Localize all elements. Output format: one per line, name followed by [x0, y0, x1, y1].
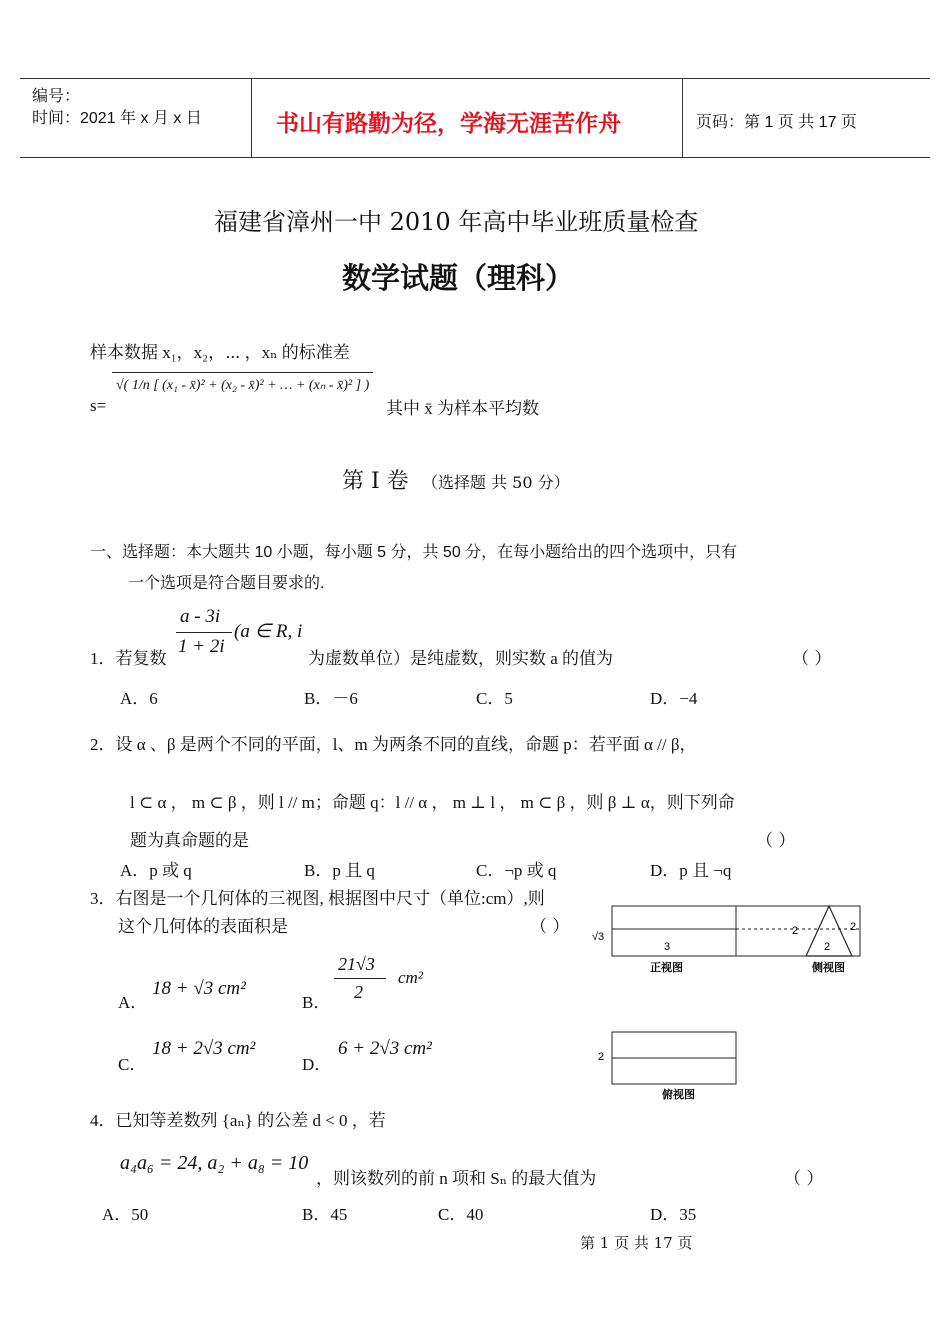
footer-page-number: 第 1 页 共 17 页 — [580, 1234, 693, 1252]
q3-option-c-value: 18 + 2√3 cm² — [152, 1038, 256, 1059]
time-label: 时间：2021 年 x 月 x 日 — [32, 110, 202, 127]
q1-domain: (a ∈ R, i — [234, 621, 303, 642]
q2-line1: 2．设 α 、β 是两个不同的平面，l、m 为两条不同的直线，命题 p：若平面 α // β， — [90, 735, 697, 754]
q3-line1: 3．右图是一个几何体的三视图, 根据图中尺寸（单位:cm）,则 — [90, 889, 545, 908]
q2-option-d: D．p 且 ¬q — [650, 861, 732, 880]
q3-option-c-label: C． — [118, 1055, 147, 1074]
instructions-line1: 一、选择题：本大题共 10 小题，每小题 5 分，共 50 分，在每小题给出的四个选项中，只有 — [90, 544, 738, 561]
q3-option-b-bar — [334, 978, 386, 979]
q3-option-b-unit: cm² — [398, 968, 423, 987]
q4-line1: 4．已知等差数列 {aₙ} 的公差 d < 0 ，若 — [90, 1111, 386, 1130]
q3-option-d-label: D． — [302, 1055, 332, 1074]
q1-text: 为虚数单位）是纯虚数，则实数 a 的值为 — [308, 649, 614, 668]
std-formula: √( 1/n [ (x₁ - x̄)² + (x₂ - x̄)² + … + (xₙ - x̄)² ] ) — [112, 372, 373, 394]
q3-option-b-label: B． — [302, 993, 331, 1012]
q3-option-b-num: 21√3 — [338, 954, 375, 974]
q2-line3: 题为真命题的是 — [130, 831, 249, 850]
q3-line2: 这个几何体的表面积是 — [118, 917, 288, 936]
dim-side-left: 2 — [792, 925, 799, 937]
q1-option-d: D．−4 — [650, 689, 698, 708]
dim-top-2: 2 — [598, 1051, 605, 1063]
q4-line2-text: ，则该数列的前 n 项和 Sₙ 的最大值为 — [316, 1169, 597, 1188]
three-view-figure — [586, 900, 876, 1110]
formula-s-label: s= — [90, 396, 107, 415]
motto: 书山有路勤为径，学海无涯苦作舟 — [276, 110, 621, 136]
volume-title: 第 I 卷 — [342, 469, 409, 494]
dim-side-base: 2 — [824, 941, 831, 953]
q4-option-b: B．45 — [302, 1205, 348, 1224]
dim-side-right: 2 — [850, 921, 857, 933]
q1-prefix: 1．若复数 — [90, 649, 167, 668]
q4-option-d: D．35 — [650, 1205, 697, 1224]
q4-option-c: C．40 — [438, 1205, 484, 1224]
formula-intro: 样本数据 x₁，x₂，⋯ ，xₙ 的标准差 — [90, 343, 350, 362]
q3-option-d-value: 6 + 2√3 cm² — [338, 1038, 432, 1059]
front-view — [612, 906, 736, 956]
q1-frac-den: 1 + 2i — [178, 636, 225, 657]
header-table — [20, 78, 930, 158]
q1-frac-bar — [176, 632, 232, 633]
exam-title: 福建省漳州一中 2010 年高中毕业班质量检查 — [214, 208, 699, 236]
q2-option-a: A．p 或 q — [120, 861, 192, 880]
top-view-label: 俯视图 — [662, 1089, 695, 1101]
page-label: 页码：第 1 页 共 17 页 — [696, 114, 857, 131]
q2-line2: l ⊂ α ， m ⊂ β ，则 l // m；命题 q：l // α ， m ⊥ l ， m ⊂ β ，则 β ⊥ α，则下列命 — [130, 793, 735, 812]
q4-answer-paren: （ ） — [784, 1169, 824, 1189]
serial-label: 编号： — [32, 88, 81, 105]
header-divider — [682, 79, 683, 157]
side-view-label: 侧视图 — [812, 962, 845, 974]
q3-option-a-value: 18 + √3 cm² — [152, 978, 246, 999]
q2-option-b: B．p 且 q — [304, 861, 375, 880]
q3-answer-paren: （ ） — [530, 917, 570, 937]
q4-conditions: a₄a₆ = 24, a₂ + a₈ = 10 — [120, 1152, 309, 1174]
volume-note: （选择题 共 50 分） — [422, 473, 570, 492]
header-divider — [251, 79, 252, 157]
q1-frac-num: a - 3i — [180, 606, 221, 627]
subject-title: 数学试题（理科） — [342, 261, 575, 295]
q4-option-a: A．50 — [102, 1205, 149, 1224]
q2-option-c: C．¬p 或 q — [476, 861, 557, 880]
dim-sqrt3: √3 — [592, 931, 605, 943]
q1-answer-paren: （ ） — [792, 649, 832, 669]
q3-option-a-label: A． — [118, 993, 148, 1012]
front-view-label: 正视图 — [650, 962, 683, 974]
instructions-line2: 一个选项是符合题目要求的. — [128, 575, 325, 592]
dim-3: 3 — [664, 941, 671, 953]
q2-answer-paren: （ ） — [756, 831, 796, 851]
q1-option-c: C．5 — [476, 689, 513, 708]
q1-option-b: B．－6 — [304, 689, 358, 708]
q1-option-a: A．6 — [120, 689, 158, 708]
formula-tail: 其中 x̄ 为样本平均数 — [386, 399, 539, 418]
q3-option-b-den: 2 — [354, 982, 363, 1002]
